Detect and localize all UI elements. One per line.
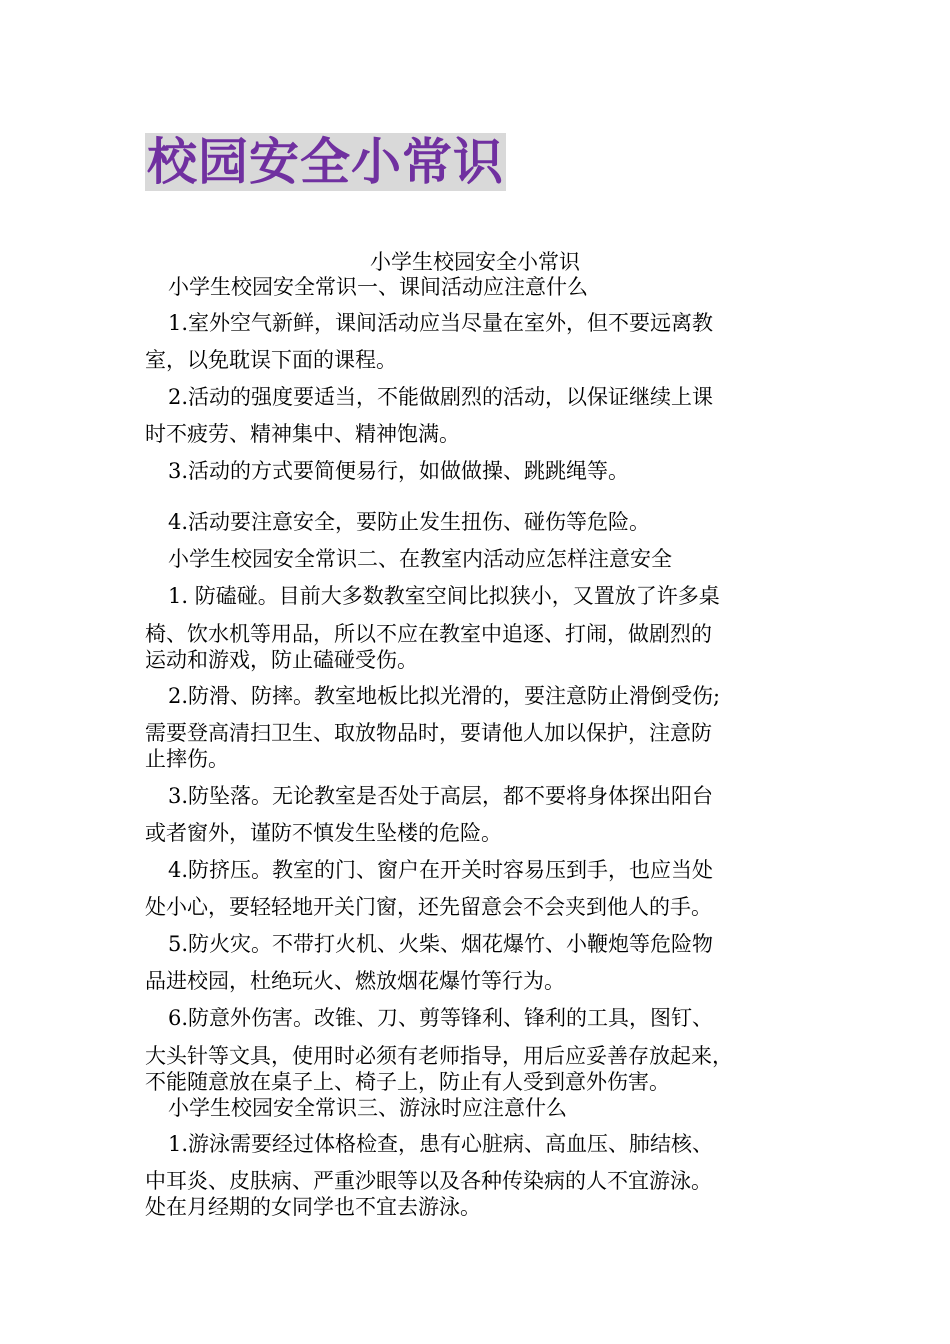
paragraph-line: 时不疲劳、精神集中、精神饱满。 (145, 422, 460, 446)
paragraph-line: 3.防坠落。无论教室是否处于高层，都不要将身体探出阳台 (168, 784, 714, 808)
paragraph-line: 大头针等文具，使用时必须有老师指导，用后应妥善存放起来， (145, 1044, 733, 1068)
paragraph-line: 运动和游戏，防止磕碰受伤。 (145, 648, 418, 672)
section-heading-1: 小学生校园安全常识一、课间活动应注意什么 (168, 275, 588, 299)
paragraph-line: 5.防火灾。不带打火机、火柴、烟花爆竹、小鞭炮等危险物 (168, 932, 714, 956)
paragraph-line: 处在月经期的女同学也不宜去游泳。 (145, 1195, 481, 1219)
page-title: 校园安全小常识 (147, 133, 504, 191)
paragraph-line: 1.室外空气新鲜，课间活动应当尽量在室外，但不要远离教 (168, 311, 714, 335)
paragraph-line: 不能随意放在桌子上、椅子上，防止有人受到意外伤害。 (145, 1070, 670, 1094)
section-heading-3: 小学生校园安全常识三、游泳时应注意什么 (168, 1096, 567, 1120)
paragraph-line: 4.防挤压。教室的门、窗户在开关时容易压到手，也应当处 (168, 858, 714, 882)
paragraph-line: 室，以免耽误下面的课程。 (145, 348, 397, 372)
section-heading-2: 小学生校园安全常识二、在教室内活动应怎样注意安全 (168, 547, 672, 571)
paragraph-line: 品进校园，杜绝玩火、燃放烟花爆竹等行为。 (145, 969, 565, 993)
paragraph-line: 4.活动要注意安全，要防止发生扭伤、碰伤等危险。 (168, 510, 651, 534)
document-subtitle: 小学生校园安全小常识 (370, 250, 580, 274)
paragraph-line: 2.活动的强度要适当，不能做剧烈的活动，以保证继续上课 (168, 385, 714, 409)
paragraph-line: 中耳炎、皮肤病、严重沙眼等以及各种传染病的人不宜游泳。 (145, 1169, 712, 1193)
paragraph-line: 1. 防磕碰。目前大多数教室空间比拟狭小，又置放了许多桌 (168, 584, 720, 608)
paragraph-line: 或者窗外，谨防不慎发生坠楼的危险。 (145, 821, 502, 845)
paragraph-line: 3.活动的方式要简便易行，如做做操、跳跳绳等。 (168, 459, 630, 483)
paragraph-line: 处小心，要轻轻地开关门窗，还先留意会不会夹到他人的手。 (145, 895, 712, 919)
paragraph-line: 6.防意外伤害。改锥、刀、剪等锋利、锋利的工具，图钉、 (168, 1006, 714, 1030)
paragraph-line: 需要登高清扫卫生、取放物品时，要请他人加以保护，注意防 (145, 721, 712, 745)
paragraph-line: 2.防滑、防摔。教室地板比拟光滑的，要注意防止滑倒受伤; (168, 684, 721, 708)
paragraph-line: 1.游泳需要经过体格检查，患有心脏病、高血压、肺结核、 (168, 1132, 714, 1156)
paragraph-line: 椅、饮水机等用品，所以不应在教室中追逐、打闹，做剧烈的 (145, 622, 712, 646)
paragraph-line: 止摔伤。 (145, 747, 229, 771)
